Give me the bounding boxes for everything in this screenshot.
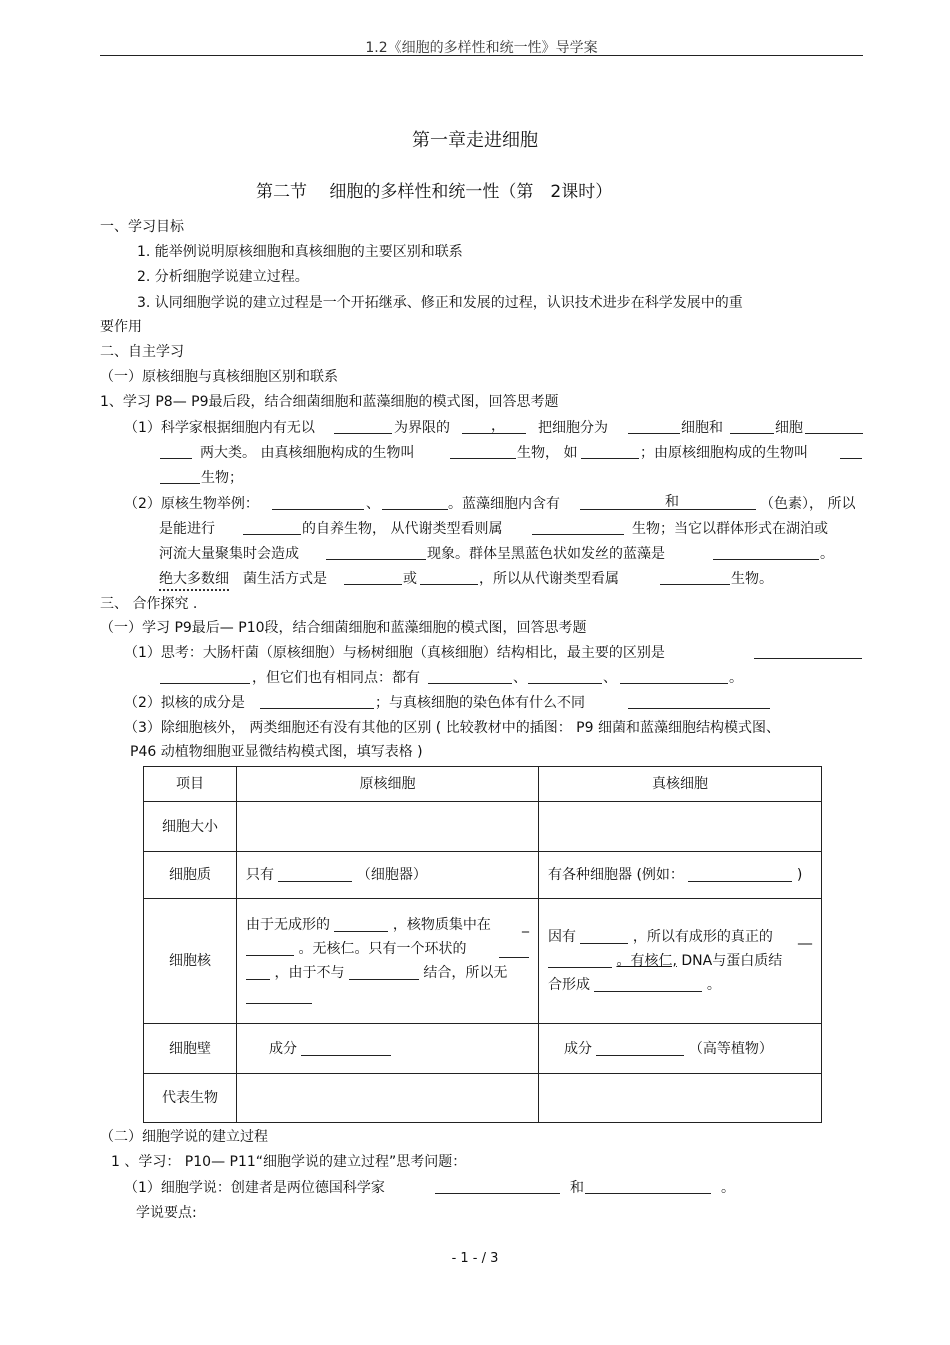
cell-eukaryote-nucleus (539, 899, 822, 1024)
coop-q1-b: ，但它们也有相同点：都有 (252, 670, 420, 686)
blank-cell-type-1[interactable] (628, 418, 680, 434)
blank-example-1[interactable] (272, 494, 364, 510)
coop-sub1: （一）学习 P9最后— P10段，结合细菌细胞和蓝藻细胞的模式图，回答思考题 (100, 620, 587, 636)
cell-prokaryote-size[interactable] (237, 802, 539, 852)
coop-q1-a: （1）思考：大肠杆菌（原核细胞）与杨树细胞（真核细胞）结构相比，最主要的区别是 (124, 645, 665, 661)
coop-q3-b: P46 动植物细胞亚显微结构模式图，填写表格 ) (130, 744, 423, 760)
blank-scientist-2[interactable] (585, 1178, 711, 1194)
blank-protein[interactable] (349, 963, 419, 980)
q1-1-text-d: 把细胞分为 (538, 420, 608, 436)
cell-text: 。无核仁。只有一个环状的 (298, 941, 467, 957)
q1-1-text-h: 生物， 如 (517, 445, 578, 461)
q1-2-text-l: 绝大多数细 (159, 569, 229, 591)
cell-text: ，由于不与 (274, 965, 345, 981)
table-header: 原核细胞 (237, 767, 539, 802)
blank-chromatin[interactable] (594, 975, 702, 992)
blank-main-difference-2[interactable] (160, 668, 250, 684)
page-header: 1.2《细胞的多样性和统一性》导学案 (365, 40, 598, 56)
blank-nuclear-envelope[interactable] (334, 915, 388, 932)
cell-eukaryote-rep[interactable] (539, 1074, 822, 1123)
cell-text: 因有 (548, 929, 576, 945)
cell-text: 由于无成形的 (246, 917, 330, 933)
cell-text: __ (798, 929, 812, 945)
q1-2-text-a: （2）原核生物举例： (124, 496, 259, 512)
cell-text: 成分 (564, 1040, 592, 1057)
theory-q1-1-b: 和 (570, 1180, 584, 1196)
cell-text: 有各种细胞器 (例如： (548, 867, 684, 883)
cell-text: 成分 (269, 1040, 297, 1057)
cell-prokaryote-cytoplasm (237, 852, 539, 899)
blank-wall-component-2[interactable] (596, 1039, 684, 1056)
table-header: 真核细胞 (539, 767, 822, 802)
header-rule (100, 55, 863, 56)
page-number: - 1 - / 3 (451, 1251, 499, 1266)
cell-prokaryote-nucleus (237, 899, 539, 1024)
cell-eukaryote-size[interactable] (539, 802, 822, 852)
blank-organelle-examples[interactable] (688, 865, 792, 882)
q1-2-text-j: 现象。群体呈黑蓝色状如发丝的蓝藻是 (427, 546, 665, 562)
q1-1-text-b: 为界限的 (394, 420, 450, 436)
blank-algae[interactable] (713, 544, 819, 560)
row-label: 细胞大小 (144, 802, 237, 852)
q1-2-text-e: （色素）， 所以 (760, 496, 856, 512)
blank-common-3[interactable] (620, 668, 728, 684)
q1-2-text-f: 是能进行 (159, 521, 215, 537)
blank-common-2[interactable] (528, 668, 602, 684)
q1-1-text-e: 细胞和 (681, 420, 723, 436)
blank-line-end[interactable] (805, 418, 863, 434)
self-study-sub1: （一）原核细胞与真核细胞区别和联系 (100, 369, 338, 385)
blank-chromosome[interactable] (246, 987, 312, 1004)
cell-eukaryote-cytoplasm (539, 852, 822, 899)
blank-nucleoid[interactable] (260, 693, 374, 709)
cell-text: 。 (706, 977, 721, 993)
cell-prokaryote-wall (237, 1024, 539, 1074)
comparison-table (143, 766, 822, 1123)
cell-text: 。有核仁, (616, 953, 677, 969)
theory-points: 学说要点: (136, 1205, 197, 1221)
blank-region[interactable] (246, 939, 294, 956)
objective-3-cont: 要作用 (100, 319, 142, 335)
blank-prokaryote-1[interactable] (840, 443, 862, 459)
blank-common-1[interactable] (428, 668, 512, 684)
section-title: 第二节 细胞的多样性和统一性（第 2课时） (256, 182, 613, 202)
q1-2-text-p: 生物。 (731, 571, 773, 587)
theory-q1-1-a: （1）细胞学说：创建者是两位德国科学家 (124, 1180, 385, 1196)
blank-circular-2[interactable] (246, 963, 270, 980)
cell-eukaryote-wall (539, 1024, 822, 1074)
blank-lifestyle-2[interactable] (420, 569, 478, 585)
table-row-cytoplasm (144, 852, 822, 899)
q1-1-text-j: 生物； (201, 470, 243, 486)
q1-2-text-k: 。 (820, 546, 834, 562)
blank-eukaryote[interactable] (450, 443, 516, 459)
cell-prokaryote-rep[interactable] (237, 1074, 539, 1123)
table-row-representative (144, 1074, 822, 1123)
coop-q1-d: 、 (603, 670, 617, 686)
table-header-row (144, 767, 822, 802)
cell-text: ，核物质集中在 (392, 917, 491, 933)
coop-q1-e: 。 (729, 670, 743, 686)
cell-text: （细胞器） (356, 867, 427, 883)
row-label: 细胞壁 (144, 1024, 237, 1074)
blank-main-difference[interactable] (754, 643, 862, 659)
blank-metabolism-type[interactable] (660, 569, 730, 585)
blank-line-start[interactable] (160, 443, 192, 459)
q1-2-text-m: 菌生活方式是 (243, 571, 327, 587)
objective-2: 2. 分析细胞学说建立过程。 (137, 269, 309, 285)
coop-q3-a: （3）除细胞核外， 两类细胞还有没有其他的区别 ( 比较教材中的插图： P9 细菌和蓝藻细胞结构模式图、 (124, 720, 780, 736)
q1-2-text-b: 、 (366, 496, 380, 512)
blank-cell-type-2[interactable] (730, 418, 774, 434)
blank-metabolism[interactable] (532, 519, 624, 535)
cell-text: （高等植物） (688, 1040, 773, 1057)
theory-sub2: （二）细胞学说的建立过程 (100, 1129, 268, 1145)
row-label: 细胞质 (144, 852, 237, 899)
blank-wall-component[interactable] (301, 1039, 391, 1056)
cell-text: _ (522, 917, 529, 933)
coop-q2-b: ；与真核细胞的染色体有什么不同 (375, 695, 585, 711)
table-header: 项目 (144, 767, 237, 802)
cell-text: DNA与蛋白质结 (681, 953, 783, 969)
coop-q2-a: （2）拟核的成分是 (124, 695, 245, 711)
q1-2-text-h: 生物；当它以群体形式在湖泊或 (632, 521, 828, 537)
q1-2-text-i: 河流大量聚集时会造成 (159, 546, 299, 562)
coop-q1-c: 、 (513, 670, 527, 686)
q1-1-text-f: 细胞 (775, 420, 803, 436)
blank-prokaryote-2[interactable] (160, 468, 200, 484)
blank-lifestyle-1[interactable] (344, 569, 402, 585)
blank-chromosome-diff[interactable] (628, 693, 770, 709)
chapter-title: 第一章走进细胞 (412, 130, 538, 151)
objective-3: 3. 认同细胞学说的建立过程是一个开拓继承、修正和发展的过程，认识技术进步在科学发展中的重 (137, 295, 743, 311)
self-study-q1: 1、学习 P8— P9最后段，结合细菌细胞和蓝藻细胞的模式图，回答思考题 (100, 394, 559, 410)
theory-q1: 1 、学习： P10— P11“细胞学说的建立过程”思考问题： (111, 1154, 467, 1170)
row-label: 细胞核 (144, 899, 237, 1024)
q1-2-text-n: 或 (403, 571, 417, 587)
blank-example-2[interactable] (382, 494, 448, 510)
q1-1-text-a: （1）科学家根据细胞内有无以 (124, 420, 315, 436)
q1-1-text-i: ；由原核细胞构成的生物叫 (640, 445, 808, 461)
blank-phenomenon[interactable] (326, 544, 426, 560)
cell-text: ，所以有成形的真正的 (632, 929, 773, 945)
cell-text: 合形成 (548, 977, 590, 993)
blank-example[interactable] (581, 443, 639, 459)
blank-circular[interactable] (499, 941, 529, 958)
cell-text: 结合，所以无 (423, 965, 508, 981)
self-study-heading: 二、自主学习 (100, 344, 184, 360)
blank-organelle[interactable] (278, 865, 352, 882)
blank-nucleus[interactable] (548, 951, 612, 968)
coop-heading: 三、 合作探究 . (100, 596, 198, 612)
table-row-wall (144, 1024, 822, 1074)
table-row-size (144, 802, 822, 852)
q1-2-text-o: ，所以从代谢类型看属 (479, 571, 619, 587)
blank-scientist-1[interactable] (435, 1178, 560, 1194)
objectives-heading: 一、学习目标 (100, 219, 184, 235)
table-row-nucleus (144, 899, 822, 1024)
cell-text: 只有 (246, 867, 274, 883)
row-label: 代表生物 (144, 1074, 237, 1123)
cell-text: ) (796, 867, 803, 883)
theory-q1-1-c: 。 (721, 1180, 735, 1196)
blank-process[interactable] (243, 519, 301, 535)
q1-1-comma: ， (491, 418, 505, 434)
q1-2-text-d: 和 (665, 494, 679, 510)
blank-nuclear-membrane[interactable] (580, 927, 628, 944)
q1-1-text-g: 两大类。 由真核细胞构成的生物叫 (200, 445, 415, 461)
q1-2-text-c: 。蓝藻细胞内含有 (448, 496, 560, 512)
q1-2-text-g: 的自养生物， 从代谢类型看则属 (302, 521, 503, 537)
blank-boundary[interactable] (334, 418, 392, 434)
objective-1: 1. 能举例说明原核细胞和真核细胞的主要区别和联系 (137, 244, 463, 260)
